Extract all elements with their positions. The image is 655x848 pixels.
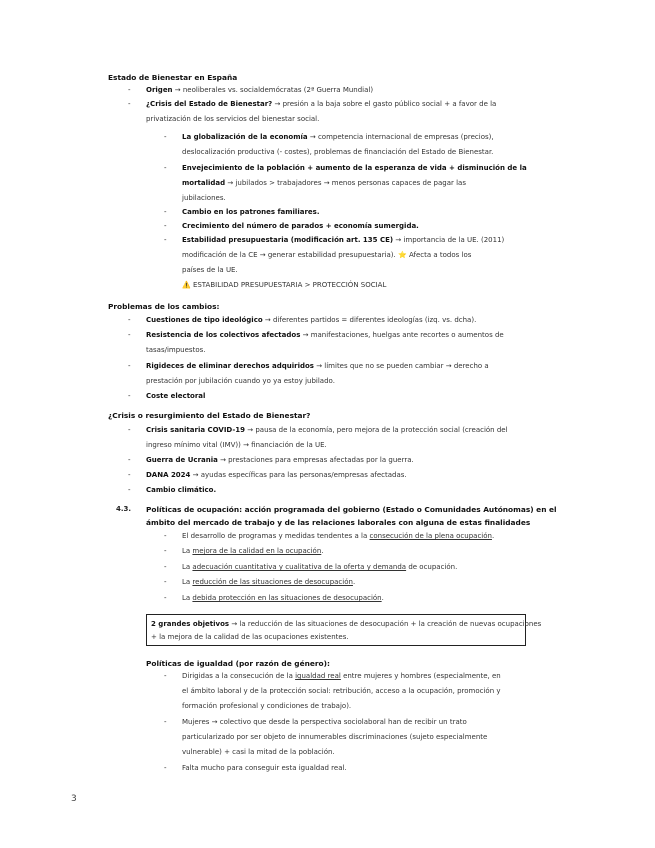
bullet-globalizacion: La globalización de la economía → competencia internacional de empresas (precios), — [182, 133, 494, 141]
dash-bullet: - — [164, 672, 167, 680]
dash-bullet: - — [164, 764, 167, 772]
dash-bullet: - — [128, 316, 131, 324]
bullet-rigideces: Rigideces de eliminar derechos adquiridos → límites que no se pueden cambiar → derecho a — [146, 362, 489, 370]
dash-bullet: - — [128, 426, 131, 434]
bullet-familiares: Cambio en los patrones familiares. — [182, 208, 320, 216]
dash-bullet: - — [128, 362, 131, 370]
page-number: 3 — [71, 794, 77, 804]
bullet-globalizacion-cont: deslocalización productiva (- costes), problemas de financiación del Estado de Bienestar. — [182, 148, 494, 156]
item-igualdad-real-cont: el ámbito laboral y de la protección social: retribución, acceso a la ocupación, promoción y — [182, 687, 501, 695]
dash-bullet: - — [164, 222, 167, 230]
bullet-estabilidad-cont: modificación de la CE → generar estabilidad presupuestaria). ⭐ Afecta a todos los — [182, 251, 472, 259]
section-title-ocupacion-cont: ámbito del mercado de trabajo y de las relaciones laborales con alguna de estas finalidades — [146, 518, 531, 527]
dash-bullet: - — [164, 208, 167, 216]
item-reduccion: La reducción de las situaciones de desocupación. — [182, 578, 356, 586]
item-adecuacion: La adecuación cuantitativa y cualitativa de la oferta y demanda de ocupación. — [182, 563, 458, 571]
dash-bullet: - — [128, 456, 131, 464]
bullet-envejecimiento-cont2: jubilaciones. — [182, 194, 226, 202]
dash-bullet: - — [164, 718, 167, 726]
bullet-coste-electoral: Coste electoral — [146, 392, 206, 400]
item-proteccion: La debida protección en las situaciones de desocupación. — [182, 594, 384, 602]
item-mujeres-cont2: vulnerable) + casi la mitad de la población. — [182, 748, 335, 756]
bullet-estabilidad-cont2: países de la UE. — [182, 266, 238, 274]
bullet-crisis: ¿Crisis del Estado de Bienestar? → presión a la baja sobre el gasto público social + a favor de la — [146, 100, 497, 108]
bullet-covid-cont: ingreso mínimo vital (IMV)) → financiación de la UE. — [146, 441, 327, 449]
warning-note: ⚠️ ESTABILIDAD PRESUPUESTARIA > PROTECCIÓN SOCIAL — [182, 281, 387, 289]
bullet-ucrania: Guerra de Ucrania → prestaciones para empresas afectadas por la guerra. — [146, 456, 414, 464]
dash-bullet: - — [164, 563, 167, 571]
bullet-envejecimiento-cont: mortalidad → jubilados > trabajadores → menos personas capaces de pagar las — [182, 179, 466, 187]
dash-bullet: - — [164, 133, 167, 141]
dash-bullet: - — [128, 100, 131, 108]
bullet-origen: Origen → neoliberales vs. socialdemócratas (2ª Guerra Mundial) — [146, 86, 374, 94]
dash-bullet: - — [164, 164, 167, 172]
item-mejora-calidad: La mejora de la calidad en la ocupación. — [182, 547, 324, 555]
section-number: 4.3. — [116, 505, 132, 513]
dash-bullet: - — [128, 86, 131, 94]
star-icon: ⭐ — [398, 251, 407, 259]
section-title-problemas: Problemas de los cambios: — [108, 302, 220, 311]
item-igualdad-real: Dirigidas a la consecución de la igualdad real entre mujeres y hombres (especialmente, en — [182, 672, 501, 680]
dash-bullet: - — [164, 532, 167, 540]
bullet-cambio-climatico: Cambio climático. — [146, 486, 217, 494]
objectives-text: 2 grandes objetivos → la reducción de las situaciones de desocupación + la creación de nuevas ocupaciones — [151, 620, 542, 628]
item-mujeres: Mujeres → colectivo que desde la perspectiva sociolaboral han de recibir un trato — [182, 718, 467, 726]
dash-bullet: - — [128, 331, 131, 339]
item-mujeres-cont: particularizado por ser objeto de innumerables discriminaciones (sujeto especialmente — [182, 733, 488, 741]
dash-bullet: - — [164, 578, 167, 586]
bullet-ideologico: Cuestiones de tipo ideológico → diferentes partidos = diferentes ideologías (izq. vs. dcha). — [146, 316, 477, 324]
item-igualdad-real-cont2: formación profesional y condiciones de trabajo). — [182, 702, 352, 710]
dash-bullet: - — [164, 547, 167, 555]
bullet-estabilidad: Estabilidad presupuestaria (modificación art. 135 CE) → importancia de la UE. (2011) — [182, 236, 505, 244]
bullet-resistencia-cont: tasas/impuestos. — [146, 346, 206, 354]
item-falta-mucho: Falta mucho para conseguir esta igualdad real. — [182, 764, 347, 772]
bullet-envejecimiento: Envejecimiento de la población + aumento de la esperanza de vida + disminución de la — [182, 164, 527, 172]
dash-bullet: - — [128, 486, 131, 494]
objectives-text-cont: + la mejora de la calidad de las ocupaciones existentes. — [151, 633, 349, 641]
dash-bullet: - — [164, 594, 167, 602]
section-title-crisis-resurgimiento: ¿Crisis o resurgimiento del Estado de Bienestar? — [108, 411, 311, 420]
section-title-igualdad: Políticas de igualdad (por razón de género): — [146, 659, 330, 668]
dash-bullet: - — [128, 471, 131, 479]
warning-icon: ⚠️ — [182, 281, 191, 289]
dash-bullet: - — [164, 236, 167, 244]
section-title-estado-bienestar: Estado de Bienestar en España — [108, 73, 238, 82]
bullet-covid: Crisis sanitaria COVID-19 → pausa de la economía, pero mejora de la protección social (creación del — [146, 426, 508, 434]
section-title-ocupacion: Políticas de ocupación: acción programada del gobierno (Estado o Comunidades Autónomas) en el — [146, 505, 557, 514]
bullet-parados: Crecimiento del número de parados + economía sumergida. — [182, 222, 419, 230]
bullet-crisis-cont: privatización de los servicios del bienestar social. — [146, 115, 320, 123]
item-plena-ocupacion: El desarrollo de programas y medidas tendentes a la consecución de la plena ocupación. — [182, 532, 495, 540]
bullet-rigideces-cont: prestación por jubilación cuando yo ya estoy jubilado. — [146, 377, 335, 385]
dash-bullet: - — [128, 392, 131, 400]
bullet-dana: DANA 2024 → ayudas específicas para las personas/empresas afectadas. — [146, 471, 407, 479]
bullet-resistencia: Resistencia de los colectivos afectados → manifestaciones, huelgas ante recortes o aumentos de — [146, 331, 504, 339]
